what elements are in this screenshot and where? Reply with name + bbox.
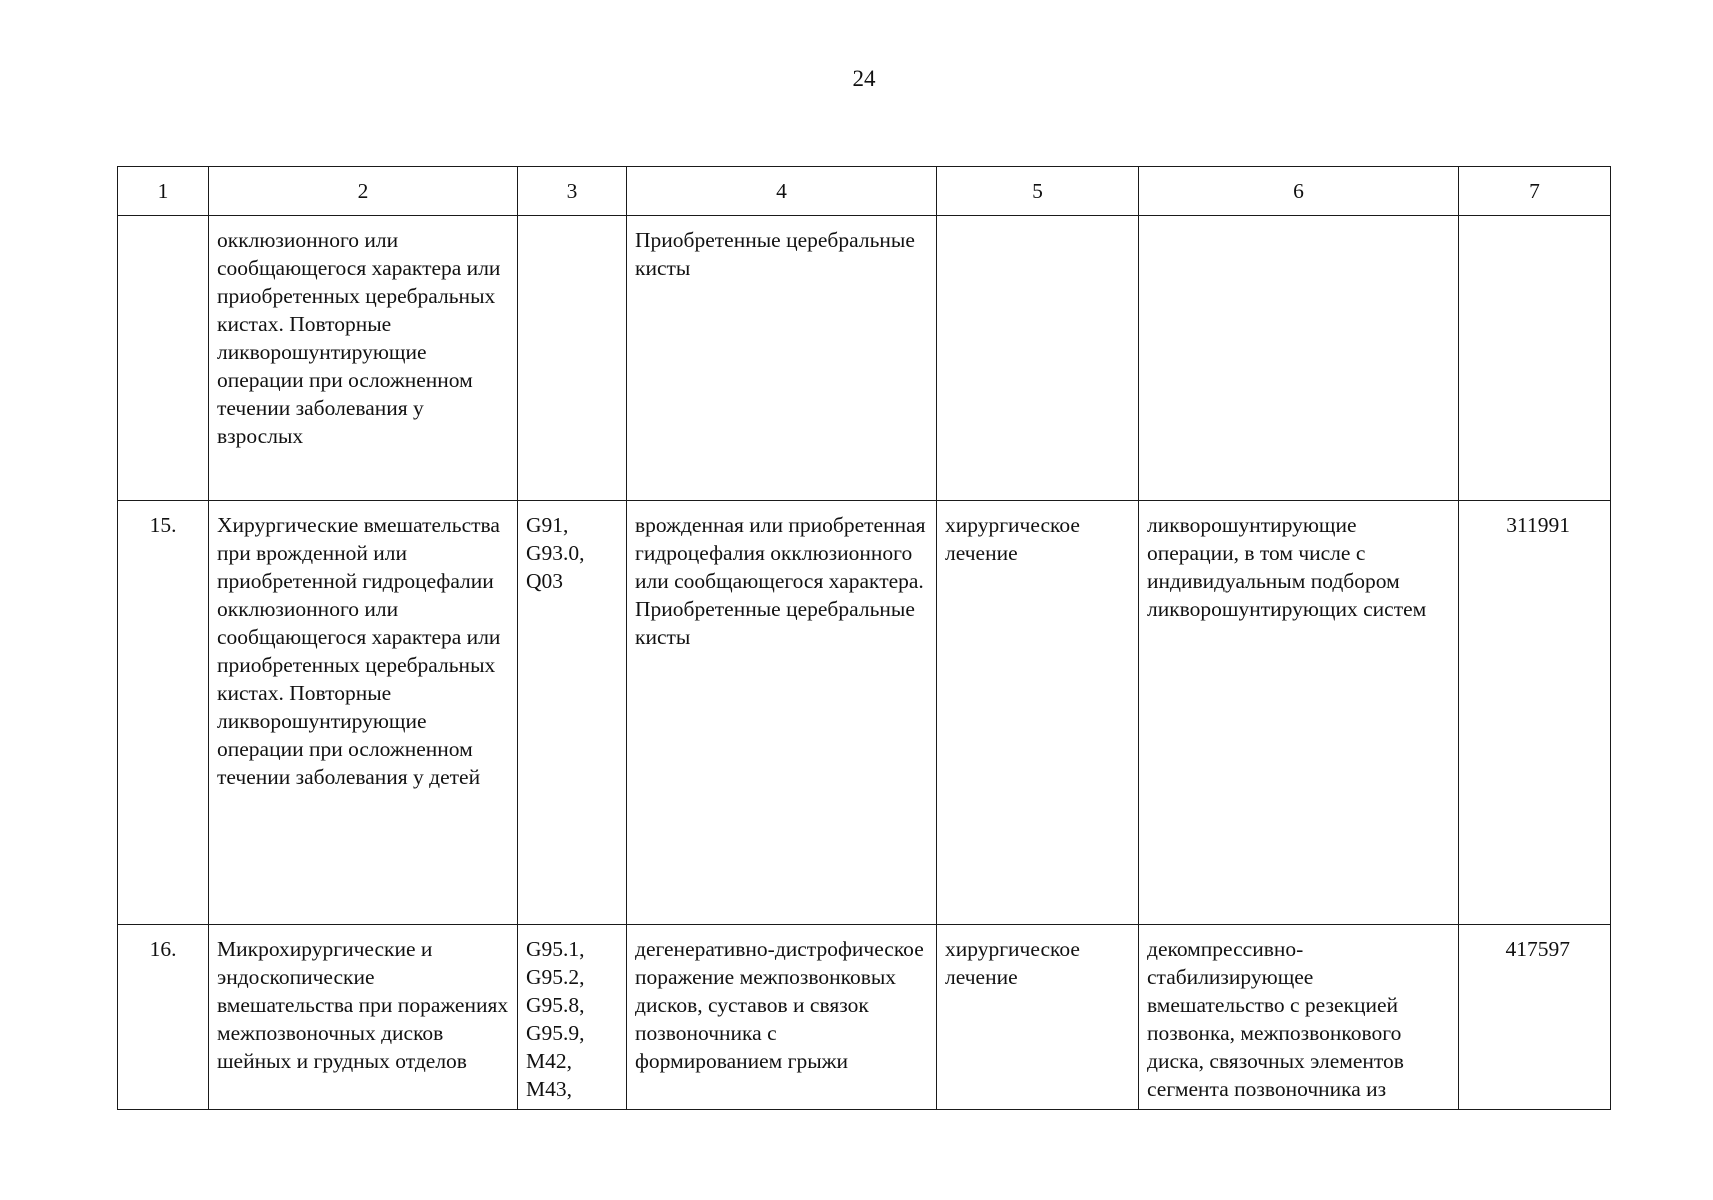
service-name-cell: окклюзионного или сообщающегося характера или приобретенных церебральных кистах. Повторные ликворошунтирующие операции при осложненном течении заболевания у взрослых [209,216,518,501]
codes-cell: G91, G93.0, Q03 [518,501,627,925]
codes-cell: G95.1, G95.2, G95.8, G95.9, M42, M43, [518,925,627,1110]
services-table [117,166,1611,1110]
patient-model-cell: Приобретенные церебральные кисты [627,216,937,501]
method-cell [1139,216,1459,501]
cost-cell [1459,216,1611,501]
page-number: 24 [852,66,876,91]
treatment-type-cell [937,216,1139,501]
column-header: 3 [518,167,627,216]
column-header: 6 [1139,167,1459,216]
column-header: 4 [627,167,937,216]
column-header: 5 [937,167,1139,216]
table-row [118,501,1611,925]
treatment-type-cell: хирургическое лечение [937,501,1139,925]
treatment-type-cell: хирургическое лечение [937,925,1139,1110]
service-name-cell: Микрохирургические и эндоскопические вмешательства при поражениях межпозвоночных дисков шейных и грудных отделов [209,925,518,1110]
column-header: 2 [209,167,518,216]
cost-cell: 417597 [1459,925,1611,1110]
table-row [118,925,1611,1110]
row-number-cell: 15. [118,501,209,925]
method-cell: ликворошунтирующие операции, в том числе с индивидуальным подбором ликворошунтирующих систем [1139,501,1459,925]
column-header: 7 [1459,167,1611,216]
cost-cell: 311991 [1459,501,1611,925]
codes-cell [518,216,627,501]
patient-model-cell: врожденная или приобретенная гидроцефалия окклюзионного или сообщающегося характера. Приобретенные церебральные кисты [627,501,937,925]
column-header: 1 [118,167,209,216]
service-name-cell: Хирургические вмешательства при врожденной или приобретенной гидроцефалии окклюзионного или сообщающегося характера или приобретенных церебральных кистах. Повторные ликворошунтирующие операции при осложненном течении заболевания у детей [209,501,518,925]
table-row [118,216,1611,501]
table-header-row [118,167,1611,216]
row-number-cell [118,216,209,501]
method-cell: декомпрессивно-стабилизирующее вмешательство с резекцией позвонка, межпозвонкового диска, связочных элементов сегмента позвоночника из [1139,925,1459,1110]
patient-model-cell: дегенеративно-дистрофическое поражение межпозвонковых дисков, суставов и связок позвоночника с формированием грыжи [627,925,937,1110]
row-number-cell: 16. [118,925,209,1110]
